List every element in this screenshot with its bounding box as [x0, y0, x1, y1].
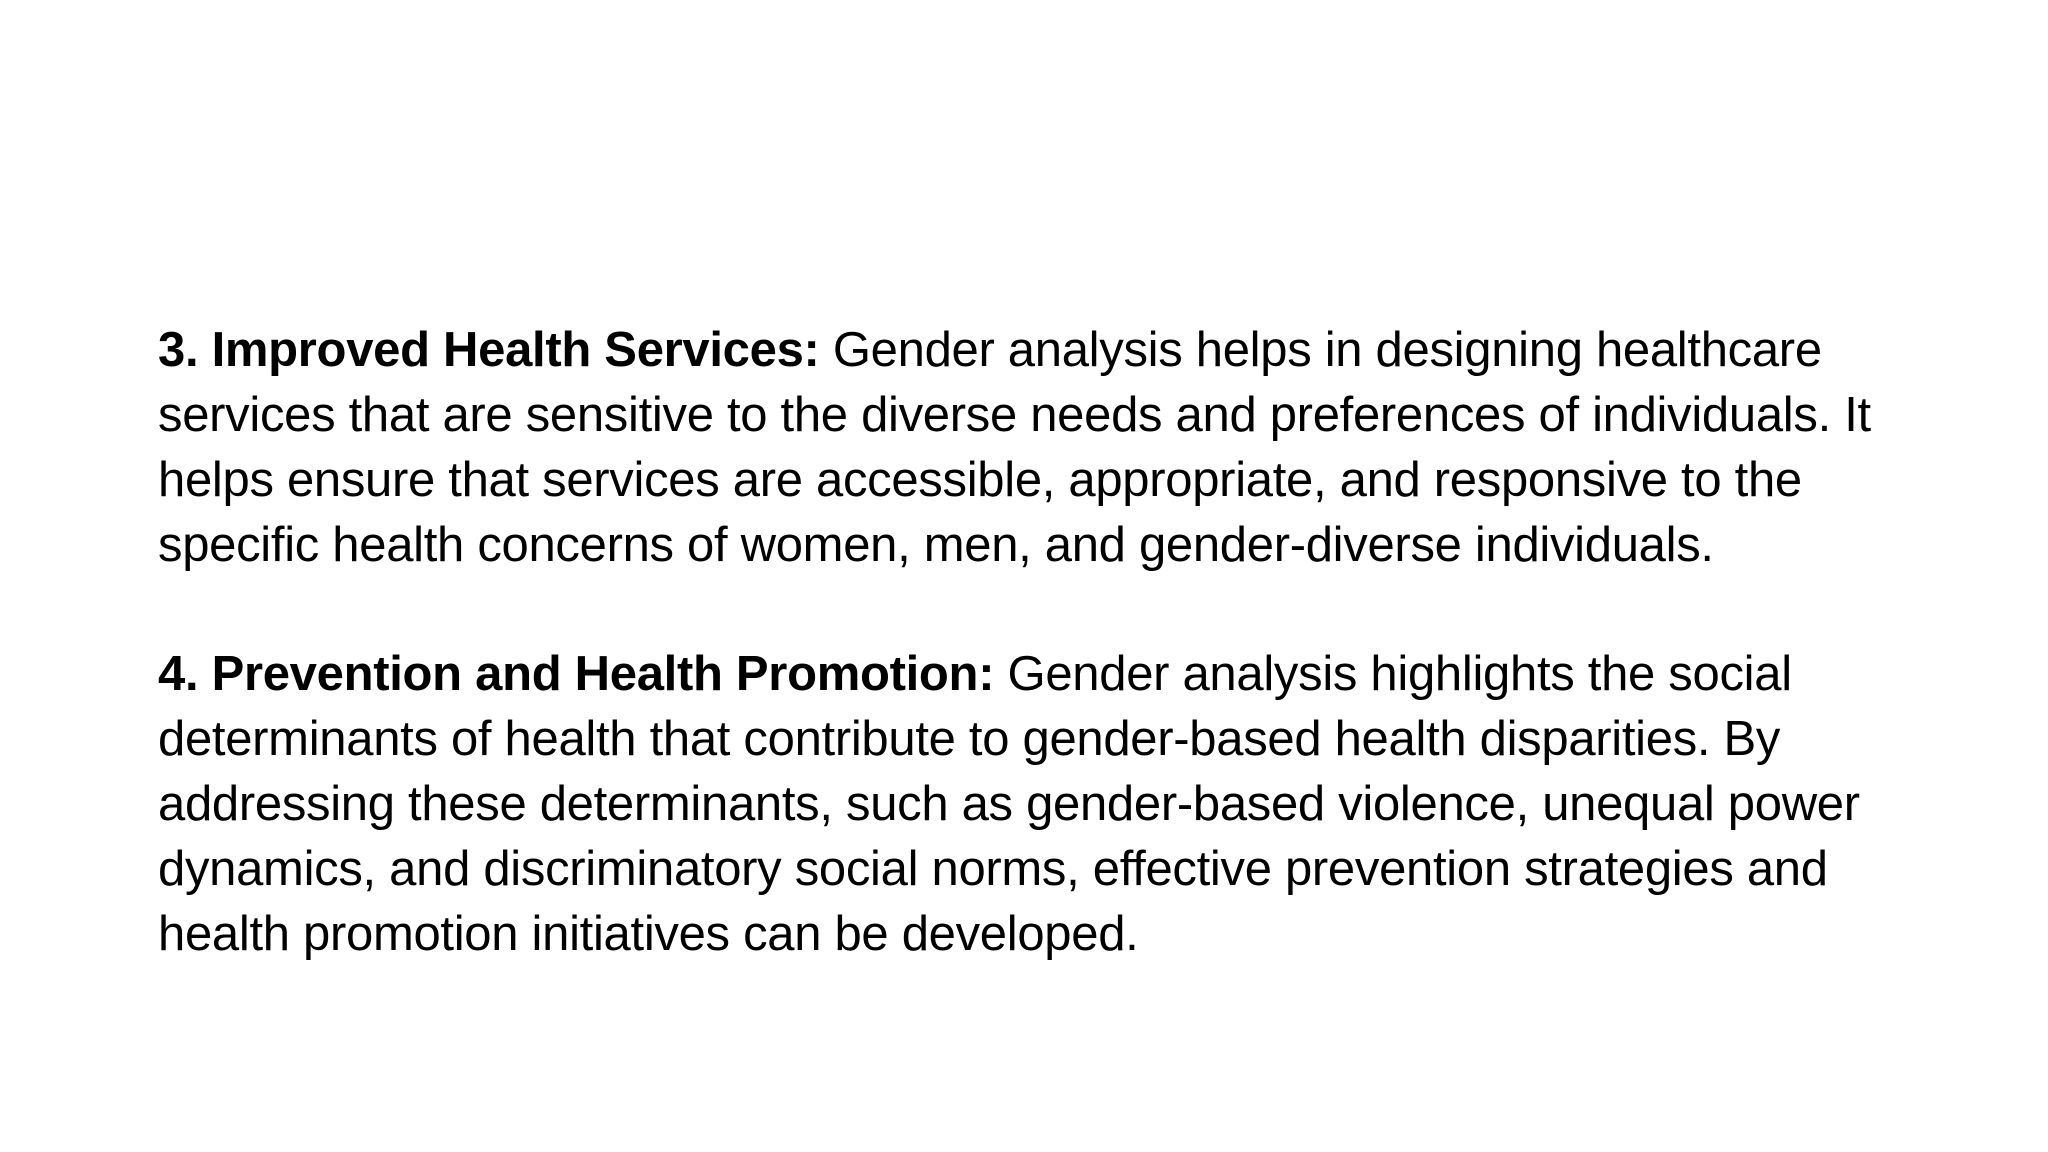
- point-body: Gender analysis highlights the social determinants of health that contribute to gender-based health disparities. By addressing these determinants, such as gender-based violence, unequal power dynamics, and discriminatory social norms, effective prevention strategies and health promotion initiatives can be developed.: [158, 647, 1860, 961]
- point-heading: 3. Improved Health Services:: [158, 323, 820, 377]
- point-heading: 4. Prevention and Health Promotion:: [158, 647, 995, 701]
- point-improved-health-services: [158, 318, 1898, 578]
- point-prevention-health-promotion: [158, 642, 1898, 967]
- slide-content: [158, 318, 1898, 967]
- point-body: Gender analysis helps in designing healthcare services that are sensitive to the diverse needs and preferences of individuals. It helps ensure that services are accessible, appropriate, and responsive to the specific health concerns of women, men, and gender-diverse individuals.: [158, 323, 1871, 572]
